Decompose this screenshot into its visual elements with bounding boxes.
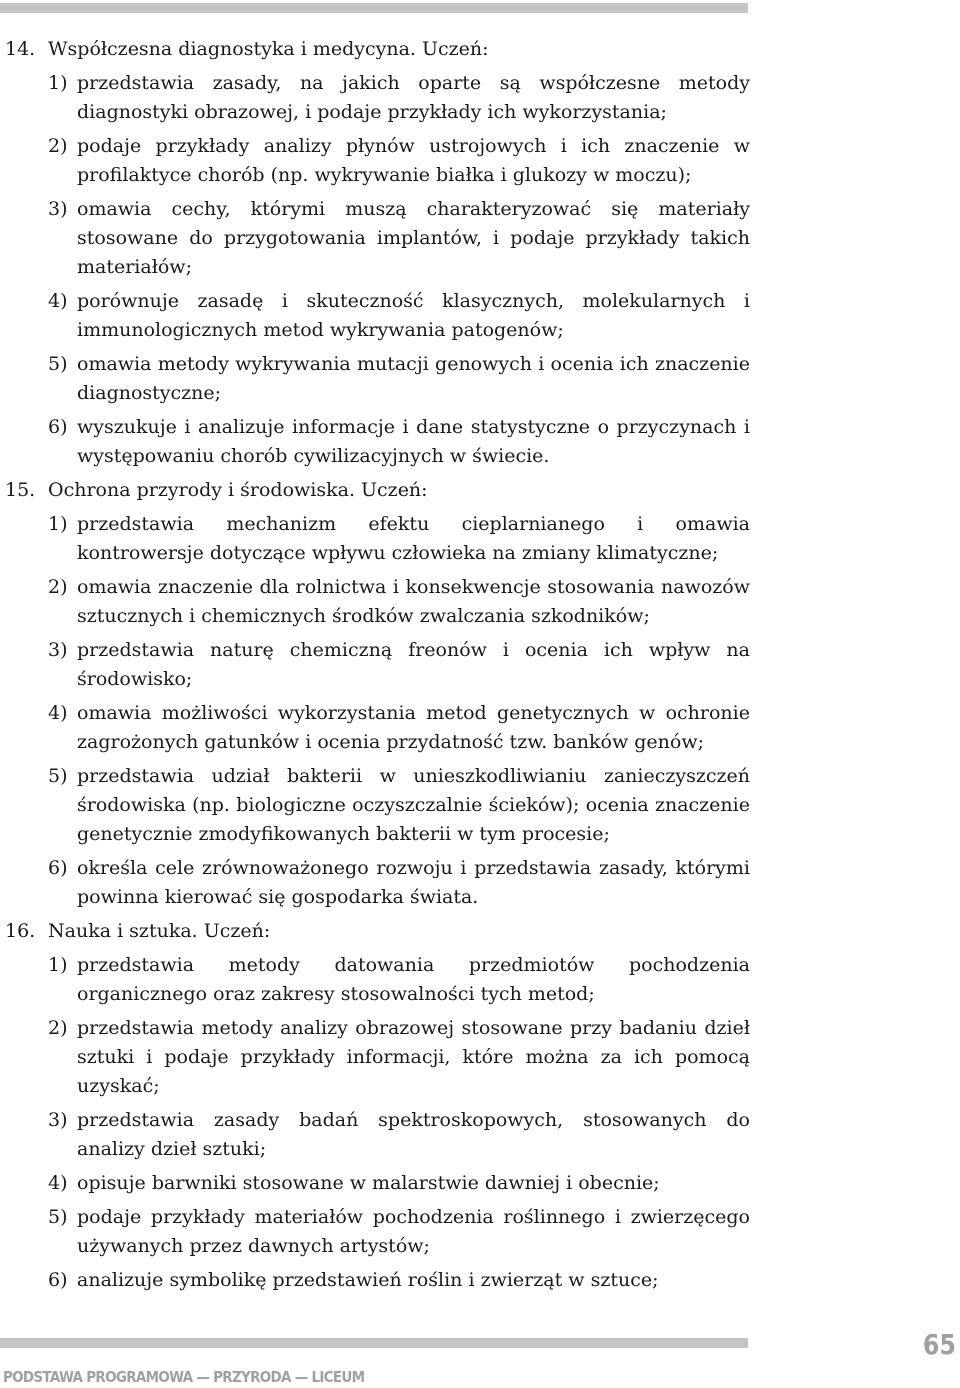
list-item: [48, 951, 750, 1009]
item-number: 1): [48, 513, 68, 535]
section-heading: [5, 35, 750, 64]
item-number: 5): [48, 765, 68, 787]
item-number: 2): [48, 135, 68, 157]
item-number: 6): [48, 1269, 68, 1291]
item-number: 1): [48, 72, 68, 94]
bottom-divider-bar: [0, 1338, 748, 1348]
item-text: omawia możliwości wykorzystania metod genetycznych w ochronie zagrożonych gatunków i ocenia przydatność tzw. banków genów;: [77, 702, 750, 753]
item-text: przedstawia mechanizm efektu cieplarnianego i omawia kontrowersje dotyczące wpływu człowieka na zmiany klimatyczne;: [77, 513, 750, 564]
item-number: 5): [48, 353, 68, 375]
item-text: przedstawia metody analizy obrazowej stosowane przy badaniu dzieł sztuki i podaje przykłady informacji, które można za ich pomocą uzyskać;: [77, 1017, 750, 1097]
list-item: [48, 350, 750, 408]
list-item: [48, 1014, 750, 1101]
section-heading: [5, 476, 750, 505]
list-item: [48, 1266, 750, 1295]
item-text: przedstawia zasady badań spektroskopowych, stosowanych do analizy dzieł sztuki;: [77, 1109, 750, 1160]
section-title-text: Nauka i sztuka. Uczeń:: [48, 920, 271, 942]
item-text: podaje przykłady analizy płynów ustrojowych i ich znaczenie w profilaktyce chorób (np. wykrywanie białka i glukozy w moczu);: [77, 135, 750, 186]
item-number: 4): [48, 1172, 68, 1194]
list-item: [48, 636, 750, 694]
item-number: 4): [48, 702, 68, 724]
item-text: określa cele zrównoważonego rozwoju i przedstawia zasady, którymi powinna kierować się gospodarka świata.: [77, 857, 750, 908]
list-item: [48, 854, 750, 912]
item-number: 6): [48, 857, 68, 879]
list-item: [48, 1106, 750, 1164]
item-text: przedstawia metody datowania przedmiotów pochodzenia organicznego oraz zakresy stosowalności tych metod;: [77, 954, 750, 1005]
item-text: omawia znaczenie dla rolnictwa i konsekwencje stosowania nawozów sztucznych i chemicznych środków zwalczania szkodników;: [77, 576, 750, 627]
item-text: porównuje zasadę i skuteczność klasycznych, molekularnych i immunologicznych metod wykrywania patogenów;: [77, 290, 750, 341]
item-number: 5): [48, 1206, 68, 1228]
item-text: przedstawia naturę chemiczną freonów i ocenia ich wpływ na środowisko;: [77, 639, 750, 690]
list-item: [48, 1203, 750, 1261]
list-item: [48, 132, 750, 190]
item-text: podaje przykłady materiałów pochodzenia roślinnego i zwierzęcego używanych przez dawnych artystów;: [77, 1206, 750, 1257]
section-number: 15.: [5, 479, 36, 501]
item-text: opisuje barwniki stosowane w malarstwie dawniej i obecnie;: [77, 1172, 660, 1194]
section-heading: [5, 917, 750, 946]
list-item: [48, 195, 750, 282]
item-text: przedstawia zasady, na jakich oparte są współczesne metody diagnostyki obrazowej, i podaje przykłady ich wykorzystania;: [77, 72, 750, 123]
list-item: [48, 69, 750, 127]
item-number: 3): [48, 1109, 68, 1131]
section-number: 14.: [5, 38, 36, 60]
item-number: 3): [48, 639, 68, 661]
item-text: przedstawia udział bakterii w unieszkodliwianiu zanieczyszczeń środowiska (np. biologiczne oczyszczalnie ścieków); ocenia znaczenie genetycznie zmodyfikowanych bakterii w tym procesie;: [77, 765, 750, 845]
list-item: [48, 762, 750, 849]
section-15: [5, 476, 750, 912]
item-number: 1): [48, 954, 68, 976]
section-title-text: Współczesna diagnostyka i medycyna. Uczeń:: [48, 38, 489, 60]
item-number: 2): [48, 576, 68, 598]
section-14: [5, 35, 750, 471]
item-text: analizuje symbolikę przedstawień roślin i zwierząt w sztuce;: [77, 1269, 659, 1291]
list-item: [48, 287, 750, 345]
list-item: [48, 573, 750, 631]
item-number: 2): [48, 1017, 68, 1039]
item-number: 4): [48, 290, 68, 312]
item-number: 6): [48, 416, 68, 438]
page-number: 65: [922, 1328, 956, 1361]
section-title-text: Ochrona przyrody i środowiska. Uczeń:: [48, 479, 428, 501]
list-item: [48, 510, 750, 568]
list-item: [48, 1169, 750, 1198]
item-text: wyszukuje i analizuje informacje i dane statystyczne o przyczynach i występowaniu chorób cywilizacyjnych w świecie.: [77, 416, 750, 467]
list-item: [48, 699, 750, 757]
section-16: [5, 917, 750, 1295]
item-text: omawia metody wykrywania mutacji genowych i ocenia ich znaczenie diagnostyczne;: [77, 353, 750, 404]
section-number: 16.: [5, 920, 36, 942]
document-body: [5, 35, 750, 1300]
footer-title: PODSTAWA PROGRAMOWA — PRZYRODA — LICEUM: [3, 1368, 365, 1386]
item-number: 3): [48, 198, 68, 220]
list-item: [48, 413, 750, 471]
top-divider-bar: [0, 3, 748, 13]
item-text: omawia cechy, którymi muszą charakteryzować się materiały stosowane do przygotowania implantów, i podaje przykłady takich materiałów;: [77, 198, 750, 278]
